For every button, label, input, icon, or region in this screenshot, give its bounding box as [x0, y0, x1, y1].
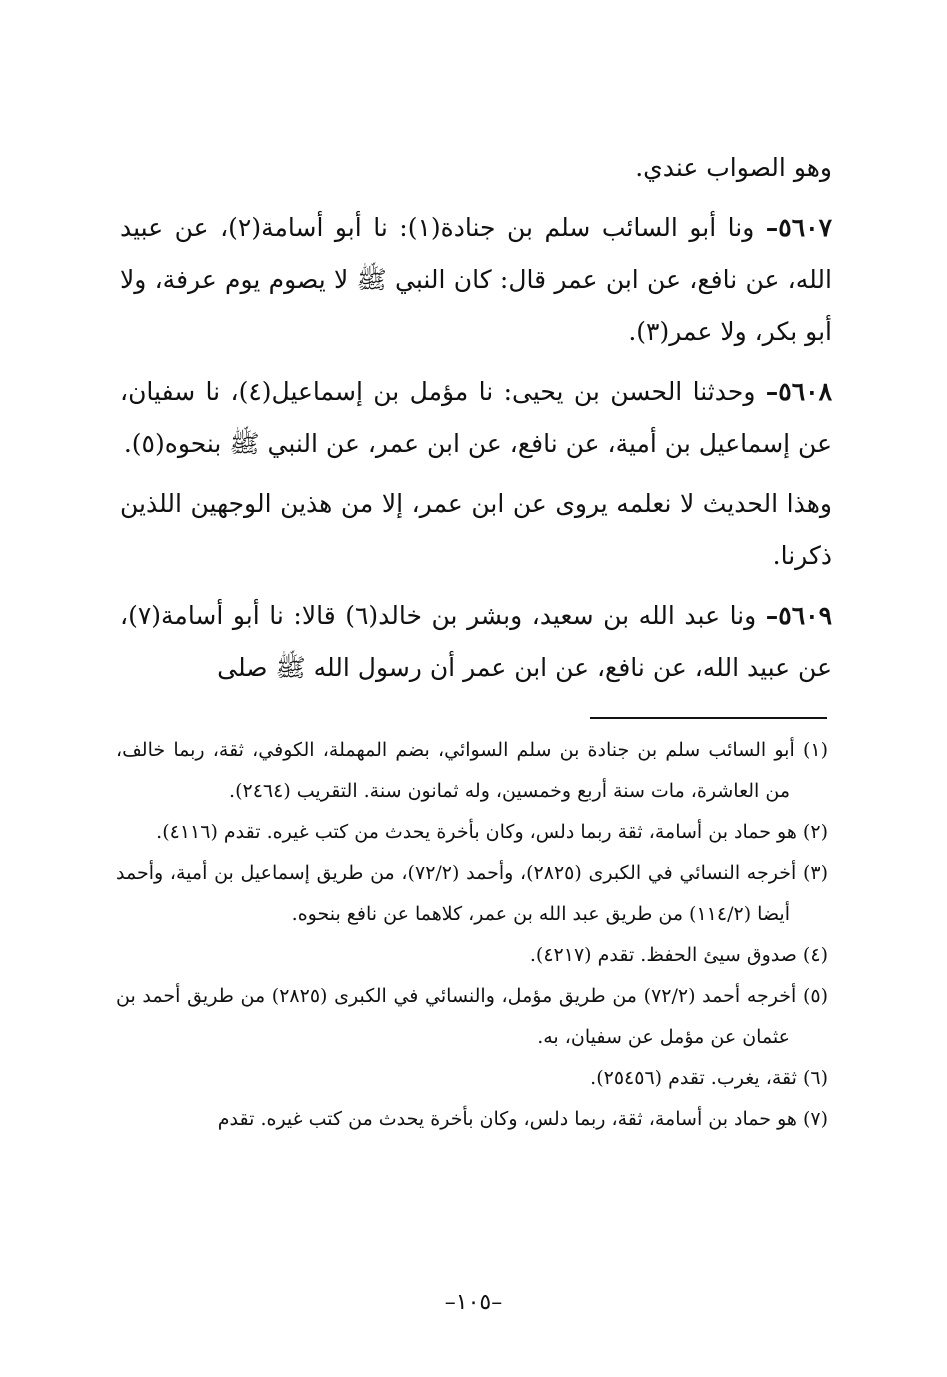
hadith-5607 [120, 202, 832, 358]
hadith-text: ونا عبد الله بن سعيد، وبشر بن خالد(٦) قالا: نا أبو أسامة(٧)، عن عبيد الله، عن نافع، عن ابن عمر أن رسول الله ﷺ صلى [120, 601, 832, 682]
hadith-text: وحدثنا الحسن بن يحيى: نا مؤمل بن إسماعيل(٤)، نا سفيان، عن إسماعيل بن أمية، عن نافع، عن ابن عمر، عن النبي ﷺ بنحوه(٥). [120, 377, 832, 458]
footnote-3: (٣) أخرجه النسائي في الكبرى (٢٨٢٥)، وأحمد (٧٢/٢)، من طريق إسماعيل بن أمية، وأحمد أيضا (١١٤/٢) من طريق عبد الله بن عمر، كلاهما عن نافع بنحوه. [116, 862, 828, 925]
main-text [120, 142, 832, 702]
footnote-7: (٧) هو حماد بن أسامة، ثقة، ربما دلس، وكان بأخرة يحدث من كتب غيره. تقدم [217, 1108, 828, 1130]
footnotes [116, 730, 828, 1140]
footnote-divider [590, 717, 827, 719]
page-number: –١٠٥– [444, 1290, 503, 1315]
paragraph-comment: وهذا الحديث لا نعلمه يروى عن ابن عمر، إلا من هذين الوجهين اللذين ذكرنا. [120, 489, 832, 570]
paragraph-intro: وهو الصواب عندي. [635, 153, 832, 182]
footnote-4: (٤) صدوق سيئ الحفظ. تقدم (٤٢١٧). [529, 944, 828, 966]
footnote-1: (١) أبو السائب سلم بن جنادة بن سلم السوائي، بضم المهملة، الكوفي، ثقة، ربما خالف، من العاشرة، مات سنة أربع وخمسين، وله ثمانون سنة. التقريب (٢٤٦٤). [116, 739, 828, 802]
hadith-number: ٥٦٠٧– [765, 213, 832, 242]
footnote-2: (٢) هو حماد بن أسامة، ثقة ربما دلس، وكان بأخرة يحدث من كتب غيره. تقدم (٤١١٦). [156, 821, 828, 843]
hadith-number: ٥٦٠٨– [765, 377, 832, 406]
hadith-5608 [120, 366, 832, 470]
hadith-5609 [120, 590, 832, 694]
hadith-number: ٥٦٠٩– [765, 601, 832, 630]
footnote-6: (٦) ثقة، يغرب. تقدم (٢٥٤٥٦). [590, 1067, 828, 1089]
footnote-5: (٥) أخرجه أحمد (٧٢/٢) من طريق مؤمل، والنسائي في الكبرى (٢٨٢٥) من طريق أحمد بن عثمان عن مؤمل عن سفيان، به. [116, 985, 828, 1048]
hadith-text: ونا أبو السائب سلم بن جنادة(١): نا أبو أسامة(٢)، عن عبيد الله، عن نافع، عن ابن عمر قال: كان النبي ﷺ لا يصوم يوم عرفة، ولا أبو بكر، ولا عمر(٣). [120, 213, 832, 346]
